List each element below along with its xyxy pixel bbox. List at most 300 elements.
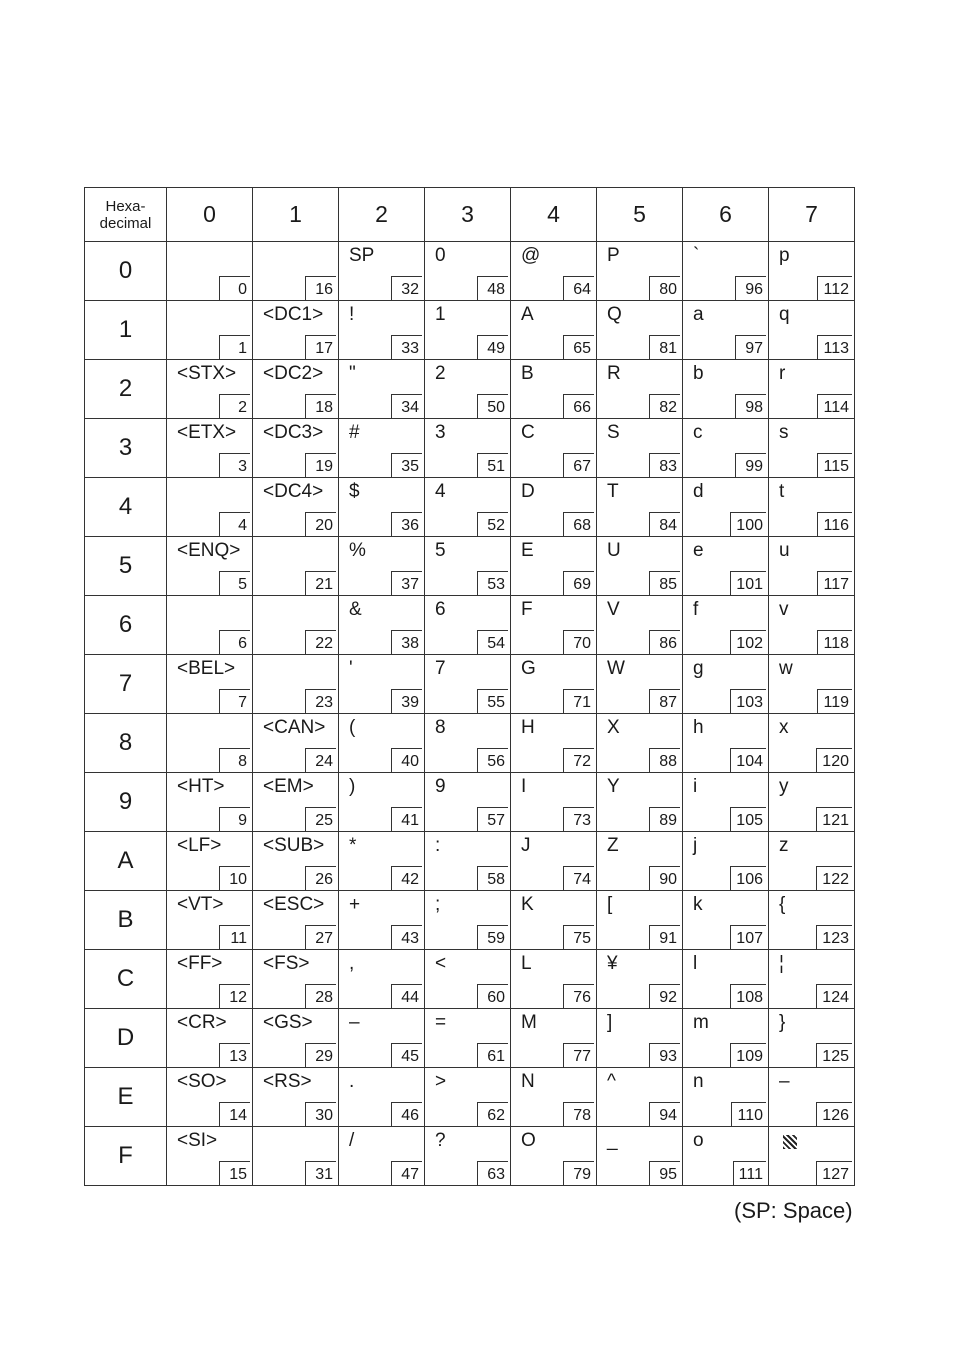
character-glyph: g [693,658,704,679]
code-cell [425,596,511,655]
code-cell [597,1068,683,1127]
decimal-code: 15 [219,1161,250,1185]
row-header: 8 [85,714,167,773]
decimal-code: 99 [735,453,766,477]
code-cell [339,1068,425,1127]
decimal-code: 112 [817,276,852,300]
corner-header [85,188,167,242]
character-code-table [84,187,855,1186]
code-cell [339,655,425,714]
table-row [85,950,855,1009]
table-row [85,242,855,301]
decimal-code: 31 [305,1161,336,1185]
decimal-code: 17 [305,335,336,359]
character-glyph: ! [349,304,355,325]
character-glyph: < [435,953,447,974]
code-cell [511,1009,597,1068]
character-glyph: O [521,1130,536,1151]
code-cell [425,242,511,301]
row-header: 3 [85,419,167,478]
character-glyph: ' [349,658,353,679]
character-glyph: 3 [435,422,446,443]
code-cell [769,537,855,596]
code-cell [511,1127,597,1186]
code-cell [339,773,425,832]
decimal-code: 26 [305,866,336,890]
decimal-code: 45 [391,1043,422,1067]
code-cell [683,950,769,1009]
decimal-code: 3 [219,453,250,477]
code-cell [339,301,425,360]
code-cell [683,1009,769,1068]
decimal-code: 24 [305,748,336,772]
character-glyph: – [779,1071,790,1092]
code-cell [425,478,511,537]
character-glyph: $ [349,481,360,502]
code-cell [769,950,855,1009]
code-cell [769,1127,855,1186]
decimal-code: 54 [477,630,508,654]
character-glyph: D [521,481,535,502]
decimal-code: 93 [649,1043,680,1067]
decimal-code: 9 [219,807,250,831]
row-header: F [85,1127,167,1186]
code-cell [511,950,597,1009]
decimal-code: 61 [477,1043,508,1067]
decimal-code: 92 [649,984,680,1008]
corner-line1: Hexa- [105,197,146,215]
code-cell [769,596,855,655]
decimal-code: 122 [816,866,852,890]
character-glyph: h [693,717,704,738]
character-glyph: # [349,422,360,443]
character-glyph: y [779,776,789,797]
corner-line2: decimal [99,214,152,232]
code-cell [511,242,597,301]
decimal-code: 1 [219,335,250,359]
character-glyph: ` [693,245,700,266]
table-row [85,714,855,773]
code-cell [597,1127,683,1186]
code-cell [339,419,425,478]
decimal-code: 89 [649,807,680,831]
code-cell [683,301,769,360]
code-cell [253,950,339,1009]
decimal-code: 69 [563,571,594,595]
decimal-code: 16 [305,276,336,300]
decimal-code: 41 [391,807,422,831]
character-glyph: v [779,599,789,620]
character-glyph: z [779,835,789,856]
character-glyph: . [349,1071,355,1092]
decimal-code: 75 [563,925,594,949]
code-cell [683,655,769,714]
row-header: C [85,950,167,1009]
footnote: (SP: Space) [734,1198,853,1223]
code-cell [769,360,855,419]
row-header: B [85,891,167,950]
code-cell [253,596,339,655]
code-cell [253,655,339,714]
code-cell [167,301,253,360]
table-row [85,419,855,478]
decimal-code: 116 [817,512,852,536]
decimal-code: 10 [219,866,250,890]
decimal-code: 0 [219,276,250,300]
decimal-code: 125 [816,1043,852,1067]
table-row [85,301,855,360]
decimal-code: 107 [730,925,766,949]
character-glyph: _ [607,1130,618,1151]
character-glyph: <ETX> [177,422,237,443]
column-header: 6 [683,188,769,242]
table-row [85,655,855,714]
code-cell [253,891,339,950]
code-cell [683,832,769,891]
decimal-code: 32 [391,276,422,300]
code-cell [425,655,511,714]
code-cell [425,891,511,950]
decimal-code: 108 [730,984,766,1008]
decimal-code: 76 [563,984,594,1008]
decimal-code: 18 [305,394,336,418]
decimal-code: 6 [219,630,250,654]
character-glyph: M [521,1012,537,1033]
code-cell [511,360,597,419]
code-cell [769,478,855,537]
code-cell [511,1068,597,1127]
character-glyph: [ [607,894,613,915]
code-cell [425,832,511,891]
character-glyph: e [693,540,704,561]
decimal-code: 33 [391,335,422,359]
decimal-code: 23 [305,689,336,713]
code-cell [425,714,511,773]
decimal-code: 68 [563,512,594,536]
character-glyph: <DC2> [263,363,324,384]
character-glyph: 5 [435,540,446,561]
table-row [85,537,855,596]
character-glyph: <SI> [177,1130,218,1151]
code-cell [683,773,769,832]
code-cell [167,242,253,301]
decimal-code: 78 [563,1102,594,1126]
row-header: 4 [85,478,167,537]
code-cell [683,1068,769,1127]
character-glyph: <DC3> [263,422,324,443]
code-cell [425,1068,511,1127]
character-glyph: w [779,658,793,679]
decimal-code: 59 [477,925,508,949]
character-glyph: <FF> [177,953,223,974]
code-cell [597,537,683,596]
code-cell [511,655,597,714]
decimal-code: 52 [477,512,508,536]
column-header: 5 [597,188,683,242]
row-header: 5 [85,537,167,596]
code-cell [339,950,425,1009]
decimal-code: 19 [305,453,336,477]
code-cell [167,419,253,478]
decimal-code: 14 [219,1102,250,1126]
decimal-code: 27 [305,925,336,949]
code-cell [425,360,511,419]
code-cell [769,655,855,714]
decimal-code: 49 [477,335,508,359]
decimal-code: 53 [477,571,508,595]
decimal-code: 119 [817,689,852,713]
code-cell [683,714,769,773]
decimal-code: 73 [563,807,594,831]
decimal-code: 70 [563,630,594,654]
column-header: 1 [253,188,339,242]
character-glyph: <FS> [263,953,310,974]
code-cell [769,301,855,360]
character-glyph: p [779,245,790,266]
decimal-code: 58 [477,866,508,890]
character-glyph: <DC1> [263,304,324,325]
character-glyph: m [693,1012,709,1033]
decimal-code: 80 [649,276,680,300]
decimal-code: 123 [816,925,852,949]
character-glyph: K [521,894,534,915]
decimal-code: 7 [219,689,250,713]
row-header: E [85,1068,167,1127]
code-cell [597,891,683,950]
code-cell [511,537,597,596]
character-glyph: @ [521,245,541,266]
character-glyph: & [349,599,362,620]
code-cell [167,655,253,714]
decimal-code: 104 [730,748,766,772]
character-glyph: n [693,1071,704,1092]
header-row [85,188,855,242]
decimal-code: 106 [730,866,766,890]
code-cell [339,832,425,891]
decimal-code: 21 [305,571,336,595]
code-cell [769,1009,855,1068]
decimal-code: 105 [730,807,766,831]
decimal-code: 84 [649,512,680,536]
decimal-code: 87 [649,689,680,713]
character-glyph: r [779,363,786,384]
decimal-code: 74 [563,866,594,890]
column-header: 3 [425,188,511,242]
character-glyph: A [521,304,534,325]
code-cell [167,950,253,1009]
character-glyph: l [693,953,698,974]
decimal-code: 60 [477,984,508,1008]
character-glyph: % [349,540,366,561]
character-glyph: H [521,717,535,738]
decimal-code: 83 [649,453,680,477]
code-cell [167,596,253,655]
decimal-code: 28 [305,984,336,1008]
decimal-code: 25 [305,807,336,831]
character-glyph: q [779,304,790,325]
code-cell [597,832,683,891]
decimal-code: 35 [391,453,422,477]
decimal-code: 5 [219,571,250,595]
code-cell [425,1127,511,1186]
character-glyph: J [521,835,531,856]
decimal-code: 20 [305,512,336,536]
table-row [85,832,855,891]
code-cell [769,419,855,478]
character-glyph: o [693,1130,704,1151]
character-glyph: P [607,245,620,266]
decimal-code: 67 [563,453,594,477]
code-cell [253,301,339,360]
code-cell [339,891,425,950]
character-glyph: Q [607,304,622,325]
column-header: 2 [339,188,425,242]
decimal-code: 36 [391,512,422,536]
character-glyph: b [693,363,704,384]
code-cell [511,773,597,832]
decimal-code: 71 [563,689,594,713]
character-glyph: <ESC> [263,894,325,915]
code-cell [253,360,339,419]
decimal-code: 114 [817,394,852,418]
decimal-code: 42 [391,866,422,890]
row-header: 9 [85,773,167,832]
character-glyph: <HT> [177,776,225,797]
code-cell [683,419,769,478]
code-cell [167,1068,253,1127]
character-glyph: Y [607,776,620,797]
character-glyph: 0 [435,245,446,266]
code-cell [253,832,339,891]
decimal-code: 44 [391,984,422,1008]
code-cell [683,360,769,419]
character-glyph: t [779,481,785,502]
character-glyph: T [607,481,619,502]
character-glyph: u [779,540,790,561]
decimal-code: 51 [477,453,508,477]
code-cell [339,714,425,773]
decimal-code: 96 [735,276,766,300]
decimal-code: 120 [816,748,852,772]
character-glyph: = [435,1012,447,1033]
character-glyph: c [693,422,703,443]
code-cell [683,891,769,950]
code-cell [597,950,683,1009]
code-cell [511,419,597,478]
character-glyph: ^ [607,1071,616,1092]
code-cell [597,596,683,655]
decimal-code: 56 [477,748,508,772]
table-row [85,360,855,419]
decimal-code: 38 [391,630,422,654]
character-glyph: N [521,1071,535,1092]
character-glyph: U [607,540,621,561]
decimal-code: 13 [219,1043,250,1067]
code-cell [683,537,769,596]
character-glyph: 1 [435,304,446,325]
code-cell [339,1009,425,1068]
character-glyph: G [521,658,536,679]
character-glyph: } [779,1012,786,1033]
character-glyph: ¦ [779,953,784,974]
code-cell [167,714,253,773]
character-glyph: ? [435,1130,446,1151]
code-cell [425,950,511,1009]
character-glyph: 8 [435,717,446,738]
code-cell [167,891,253,950]
character-glyph: x [779,717,789,738]
code-cell [339,596,425,655]
decimal-code: 39 [391,689,422,713]
decimal-code: 8 [219,748,250,772]
character-glyph: <SO> [177,1071,227,1092]
character-glyph: L [521,953,532,974]
row-header: 2 [85,360,167,419]
code-cell [769,1068,855,1127]
code-cell [425,537,511,596]
code-cell [597,655,683,714]
code-cell [339,242,425,301]
character-glyph: <BEL> [177,658,236,679]
code-cell [597,773,683,832]
decimal-code: 124 [816,984,852,1008]
decimal-code: 50 [477,394,508,418]
table-row [85,1009,855,1068]
code-cell [339,537,425,596]
decimal-code: 29 [305,1043,336,1067]
character-glyph: Z [607,835,619,856]
character-glyph: <CAN> [263,717,326,738]
decimal-code: 121 [816,807,852,831]
character-glyph: ; [435,894,441,915]
column-header: 7 [769,188,855,242]
decimal-code: 94 [649,1102,680,1126]
character-glyph: V [607,599,620,620]
character-glyph: 7 [435,658,446,679]
character-glyph: ] [607,1012,613,1033]
character-glyph: F [521,599,533,620]
row-header: 7 [85,655,167,714]
character-glyph: / [349,1130,355,1151]
code-cell [597,1009,683,1068]
code-cell [339,1127,425,1186]
decimal-code: 101 [730,571,766,595]
code-cell [253,1127,339,1186]
code-cell [511,478,597,537]
code-cell [253,242,339,301]
code-cell [167,478,253,537]
character-glyph: 9 [435,776,446,797]
decimal-code: 40 [391,748,422,772]
decimal-code: 66 [563,394,594,418]
character-glyph: f [693,599,699,620]
character-glyph: 4 [435,481,446,502]
decimal-code: 115 [817,453,852,477]
decimal-code: 126 [816,1102,852,1126]
code-cell [769,891,855,950]
decimal-code: 79 [563,1161,594,1185]
code-cell [425,301,511,360]
character-glyph: * [349,835,357,856]
code-cell [683,596,769,655]
decimal-code: 109 [730,1043,766,1067]
decimal-code: 4 [219,512,250,536]
code-cell [597,301,683,360]
row-header: A [85,832,167,891]
decimal-code: 46 [391,1102,422,1126]
character-glyph: SP [349,245,375,266]
decimal-code: 11 [219,925,250,949]
